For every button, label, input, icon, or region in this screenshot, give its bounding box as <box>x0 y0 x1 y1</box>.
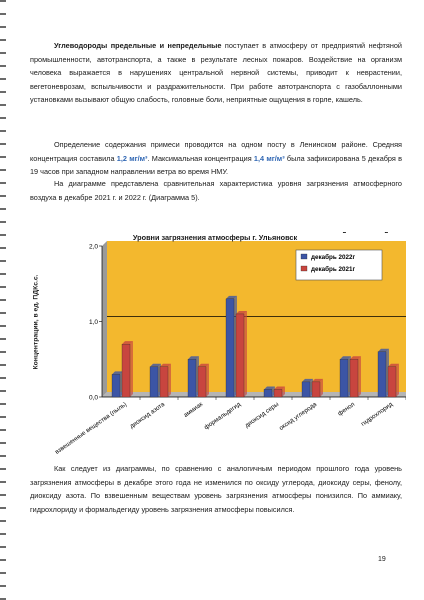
bar-2021-6 <box>350 356 361 397</box>
bar-2021-7-front <box>388 367 396 397</box>
measurement-text-b: . Максимальная концентрация <box>147 153 254 163</box>
bar-2021-1-side <box>168 364 171 397</box>
legend-label-0: декабрь 2022г <box>311 254 356 261</box>
bar-2022-7-front <box>378 352 386 397</box>
average-concentration: 1,2 мг/м³ <box>116 153 148 163</box>
bar-2021-3-side <box>244 311 247 397</box>
bar-2021-3 <box>236 311 247 397</box>
bar-2022-6-front <box>340 359 348 397</box>
x-tick-label: диоксид азота <box>128 400 167 431</box>
bar-2022-5 <box>302 379 313 397</box>
measurement-text-c: была зафиксирована 5 декабря в 19 часов при западном направлении ветра во время НМУ. <box>30 153 403 177</box>
bar-2022-4-front <box>264 389 272 397</box>
bar-2022-5-front <box>302 382 310 397</box>
bar-2022-0-front <box>112 374 120 397</box>
paragraph-measurement <box>30 138 402 179</box>
bar-2021-0-front <box>122 344 130 397</box>
bar-2021-5-front <box>312 382 320 397</box>
bar-chart <box>24 233 406 456</box>
bar-2021-2-front <box>198 367 206 397</box>
chart-title: Уровни загрязнения атмосферы г. Ульяновск <box>132 233 298 242</box>
paragraph-hydrocarbons <box>30 39 402 107</box>
chart-side-wall <box>102 241 107 397</box>
y-tick-label: 0,0 <box>88 394 98 402</box>
paragraph-body: поступает в атмосферу от предприятий нефтяной промышленности, автотранспорта, а также в результате лесных пожаров. Воздействие на организм человека выражается в нарушениях центральной нервной системы, приводит к неврастении, вегетоневрозам, вспыльчивости и раздражительности. При работе автотранспорта с газобаллонными установками вызывают общую слабость, головные боли, неприятные ощущения в горле, кашель. <box>30 41 402 105</box>
x-tick-label: формальдегид <box>202 400 243 432</box>
bar-2021-6-side <box>358 356 361 397</box>
measurement-text-a: Определение содержания примеси проводится на одном посту в Ленинском районе. Средняя концентрация составила <box>30 140 402 163</box>
bar-2021-2-side <box>206 364 209 397</box>
bar-2021-3-front <box>236 314 244 397</box>
x-tick-label: диоксид серы <box>243 400 281 430</box>
x-tick-label: аммиак <box>182 400 205 420</box>
bar-2021-0-side <box>130 341 133 397</box>
conclusion-text: Как следует из диаграммы, по сравнению с аналогичным периодом прошлого года уровень загрязнения атмосферы в декабре этого года не изменился по оксиду углерода, диоксиду серы, фенолу, диоксиду азота. По взвешенным веществам уровень загрязнения атмосферы понизился. По аммиаку, гидрохлориду и формальдегиду уровень загрязнения атмосферы повысился. <box>30 464 402 514</box>
bar-2021-7 <box>388 364 399 397</box>
x-tick-label: фенол <box>336 400 357 418</box>
y-tick-label: 2,0 <box>88 243 98 251</box>
y-tick-label: 1,0 <box>88 319 98 326</box>
paragraph-conclusion <box>30 462 402 516</box>
bar-2022-6 <box>340 356 351 397</box>
legend-label-1: декабрь 2021г <box>311 266 356 273</box>
page-number: 19 <box>378 556 386 563</box>
bar-2022-2-front <box>188 359 196 397</box>
bar-2021-5-side <box>320 379 323 397</box>
binder-edge <box>0 0 6 600</box>
bar-2022-1-front <box>150 367 158 397</box>
bar-2021-7-side <box>396 364 399 397</box>
bar-2021-1-front <box>160 367 168 397</box>
bar-2021-4-front <box>274 389 282 397</box>
diagram-intro-text: На диаграмме представлена сравнительная характеристика уровня загрязнения атмосферного воздуха в декабре 2021 г. и 2022 г. (Диаграмма 5). <box>30 179 402 202</box>
bar-2022-4 <box>264 386 275 397</box>
x-tick-label: взвешенные вещества (пыль) <box>53 400 129 456</box>
bar-2022-2 <box>188 356 199 397</box>
bar-2022-3-front <box>226 299 234 397</box>
bar-2021-5 <box>312 379 323 397</box>
max-concentration: 1,4 мг/м³ <box>253 153 285 163</box>
legend-swatch-0 <box>301 254 307 259</box>
bar-2022-1 <box>150 364 161 397</box>
paragraph-diagram-intro <box>30 177 402 204</box>
bar-2021-1 <box>160 364 171 397</box>
chart-container <box>24 233 406 456</box>
bar-2021-4 <box>274 386 285 397</box>
bar-2021-2 <box>198 364 209 397</box>
x-tick-label: гидрохлорид <box>359 400 395 428</box>
chart-y-axis-label: Концентрации, в ед. ПДКс.с. <box>32 274 40 370</box>
paragraph-heading: Углеводороды предельные и непредельные <box>54 41 222 50</box>
bar-2021-0 <box>122 341 133 397</box>
bar-2022-7 <box>378 349 389 397</box>
legend-swatch-1 <box>301 266 307 271</box>
bar-2022-3 <box>226 296 237 397</box>
bar-2021-6-front <box>350 359 358 397</box>
x-tick-label: оксид углерода <box>277 400 319 432</box>
bar-2022-0 <box>112 371 123 397</box>
